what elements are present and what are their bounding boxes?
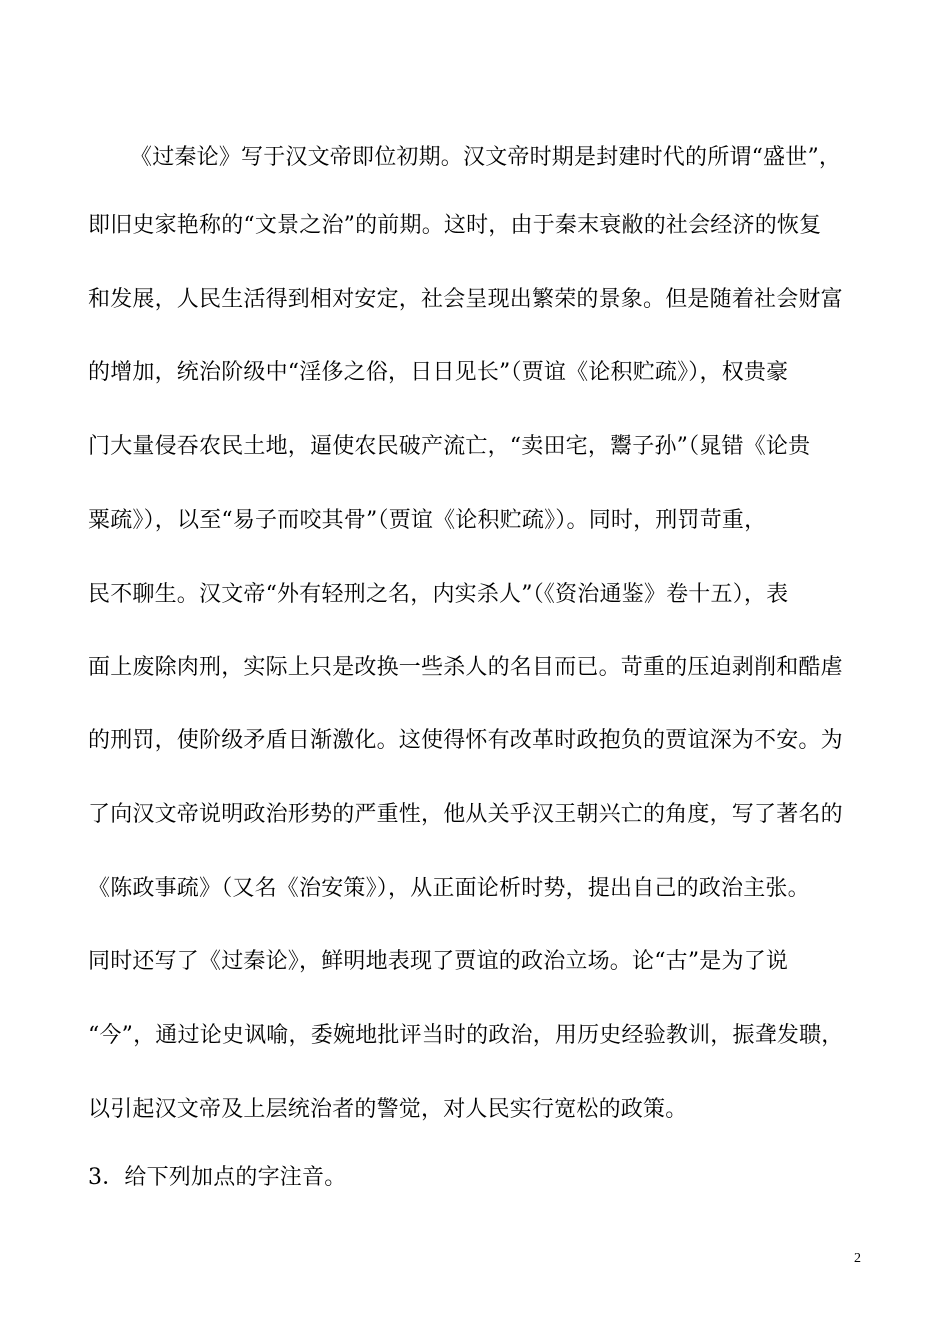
paragraph-line-6: 粟疏》），以至“易子而咬其骨”（贾谊《论积贮疏》）。同时，刑罚苛重， [88,508,767,533]
paragraph-line-13: “今”，通过论史讽喻，委婉地批评当时的政治，用历史经验教训，振聋发聩， [88,1023,844,1048]
paragraph-line-8: 面上废除肉刑，实际上只是改换一些杀人的名目而已。苛重的压迫剥削和酷虐 [88,655,843,680]
paragraph-line-10: 了向汉文帝说明政治形势的严重性，他从关乎汉王朝兴亡的角度，写了著名的 [88,802,843,827]
paragraph-line-1: 《过秦论》写于汉文帝即位初期。汉文帝时期是封建时代的所谓“盛世”， [130,145,842,170]
page-number: 2 [854,1251,861,1266]
paragraph-line-3: 和发展，人民生活得到相对安定，社会呈现出繁荣的景象。但是随着社会财富 [88,287,843,312]
paragraph-line-11: 《陈政事疏》（又名《治安策》），从正面论析时势，提出自己的政治主张。 [88,876,810,901]
question-heading: 3．给下列加点的字注音。 [88,1165,347,1190]
paragraph-line-7: 民不聊生。汉文帝“外有轻刑之名，内实杀人”（《资治通鉴》卷十五），表 [88,582,789,607]
paragraph-line-5: 门大量侵吞农民土地，逼使农民破产流亡，“卖田宅，鬻子孙”（晁错《论贵 [88,434,811,459]
paragraph-line-12: 同时还写了《过秦论》，鲜明地表现了贾谊的政治立场。论“古”是为了说 [88,949,789,974]
paragraph-line-4: 的增加，统治阶级中“淫侈之俗，日日见长”（贾谊《论积贮疏》），权贵豪 [88,360,789,385]
paragraph-line-14: 以引起汉文帝及上层统治者的警觉，对人民实行宽松的政策。 [88,1097,688,1122]
paragraph-line-9: 的刑罚，使阶级矛盾日渐激化。这使得怀有改革时政抱负的贾谊深为不安。为 [88,728,843,753]
paragraph-line-2: 即旧史家艳称的“文景之治”的前期。这时，由于秦末衰敝的社会经济的恢复 [88,213,822,238]
